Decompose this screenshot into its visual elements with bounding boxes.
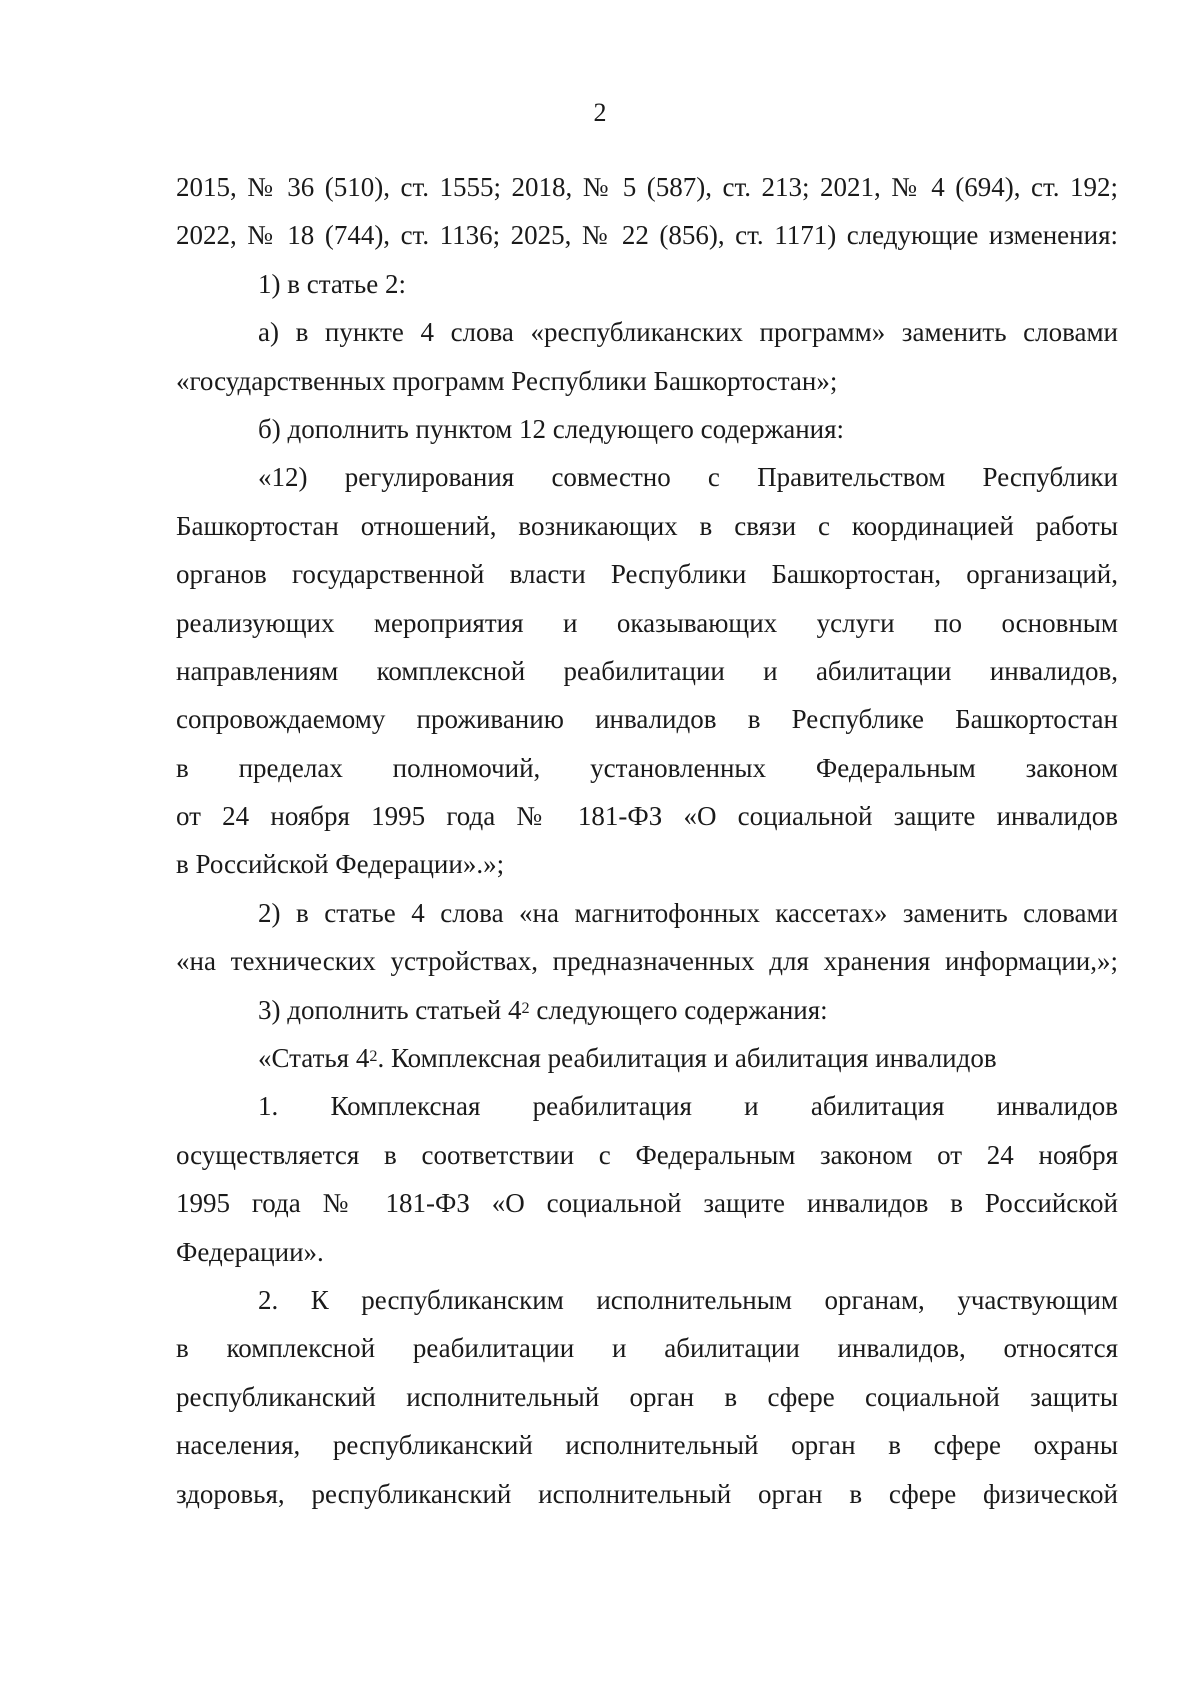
text-line: а) в пункте 4 слова «республиканских программ» заменить словами <box>258 317 1118 348</box>
text-line: от 24 ноября 1995 года № 181-ФЗ «О социальной защите инвалидов <box>176 801 1118 832</box>
text-fragment: . Комплексная реабилитация и абилитация инвалидов <box>377 1043 997 1074</box>
text-line: в пределах полномочий, установленных Федеральным законом <box>176 752 1118 783</box>
text-line: осуществляется в соответствии с Федеральным законом от 24 ноября <box>176 1139 1118 1170</box>
text-line: б) дополнить пунктом 12 следующего содержания: <box>258 413 845 444</box>
text-line: здоровья, республиканский исполнительный орган в сфере физической <box>176 1478 1118 1509</box>
text-line-with-superscript <box>176 986 1118 1034</box>
text-line: населения, республиканский исполнительный орган в сфере охраны <box>176 1430 1118 1461</box>
text-line: «государственных программ Республики Башкортостан»; <box>176 365 838 396</box>
text-line: реализующих мероприятия и оказывающих услуги по основным <box>176 607 1118 638</box>
text-line: республиканский исполнительный орган в сфере социальной защиты <box>176 1381 1118 1412</box>
superscript: 2 <box>369 1047 378 1066</box>
text-line: 2) в статье 4 слова «на магнитофонных кассетах» заменить словами <box>258 897 1118 928</box>
list-item-heading: 1) в статье 2: <box>258 268 406 299</box>
page-number: 2 <box>593 98 607 127</box>
text-fragment: «Статья 4 <box>258 1043 370 1074</box>
text-line: 2. К республиканским исполнительным органам, участвующим <box>258 1284 1118 1315</box>
article-heading <box>176 1034 1118 1082</box>
text-line: «12) регулирования совместно с Правительством Республики <box>258 462 1118 493</box>
text-line: в комплексной реабилитации и абилитации инвалидов, относятся <box>176 1333 1118 1364</box>
text-line: Федерации». <box>176 1236 324 1267</box>
text-line: органов государственной власти Республики Башкортостан, организаций, <box>176 559 1118 590</box>
superscript: 2 <box>521 998 530 1017</box>
document-body <box>176 163 1118 1518</box>
text-line: «на технических устройствах, предназначенных для хранения информации,»; <box>176 946 1118 977</box>
text-line: Башкортостан отношений, возникающих в связи с координацией работы <box>176 510 1118 541</box>
text-line: в Российской Федерации».»; <box>176 849 505 880</box>
text-line: сопровождаемому проживанию инвалидов в Республике Башкортостан <box>176 704 1118 735</box>
text-fragment: 3) дополнить статьей 4 <box>258 994 522 1025</box>
text-line: 2022, № 18 (744), ст. 1136; 2025, № 22 (856), ст. 1171) следующие изменения: <box>176 220 1118 251</box>
text-fragment: следующего содержания: <box>529 994 828 1025</box>
text-line: направлениям комплексной реабилитации и абилитации инвалидов, <box>176 655 1118 686</box>
text-line: 1. Комплексная реабилитация и абилитация инвалидов <box>258 1091 1118 1122</box>
text-line: 1995 года № 181-ФЗ «О социальной защите инвалидов в Российской <box>176 1188 1118 1219</box>
text-line: 2015, № 36 (510), ст. 1555; 2018, № 5 (587), ст. 213; 2021, № 4 (694), ст. 192; <box>176 172 1118 202</box>
